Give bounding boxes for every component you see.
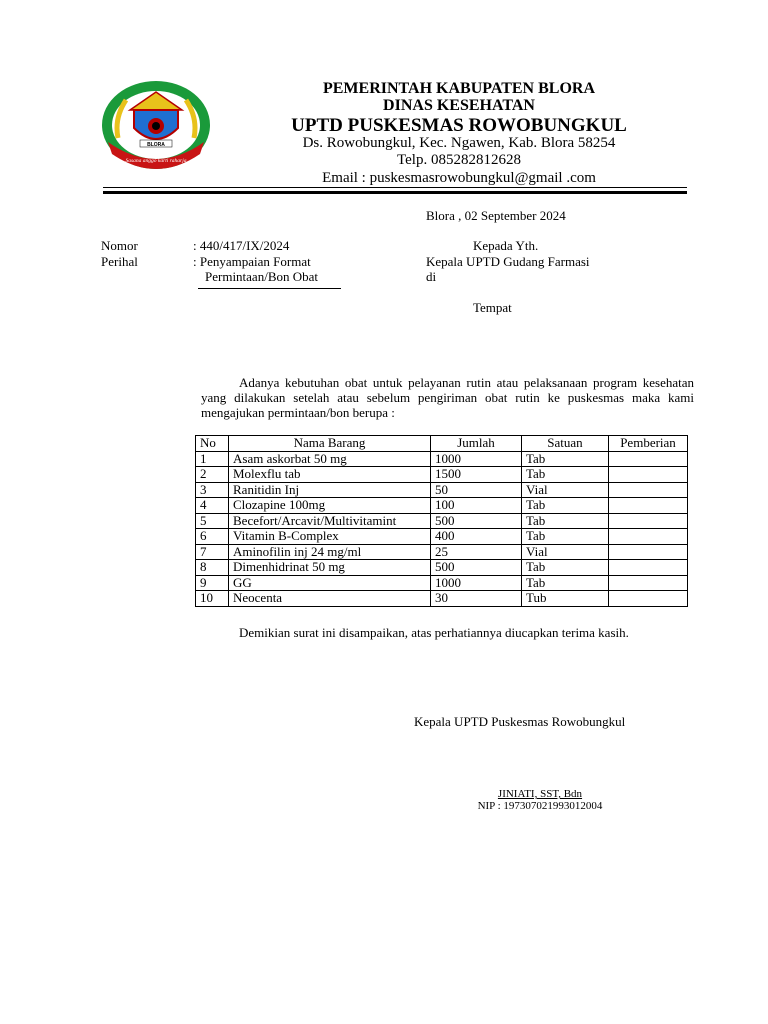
cell-nama: Dimenhidrinat 50 mg	[229, 560, 431, 576]
cell-jumlah: 1000	[431, 575, 522, 591]
cell-nama: Clozapine 100mg	[229, 498, 431, 514]
signature-nip: NIP : 197307021993012004	[477, 800, 603, 812]
cell-satuan: Tab	[522, 560, 609, 576]
table-row	[196, 560, 688, 576]
header-government: PEMERINTAH KABUPATEN BLORA	[322, 80, 595, 97]
col-nama-barang: Nama Barang	[229, 436, 431, 452]
cell-pemberian	[609, 575, 688, 591]
cell-nama: Molexflu tab	[229, 467, 431, 483]
col-jumlah: Jumlah	[431, 436, 522, 452]
perihal-value-line2: Permintaan/Bon Obat	[205, 269, 319, 284]
place-date: Blora , 02 September 2024	[426, 208, 566, 223]
cell-jumlah: 100	[431, 498, 522, 514]
col-pemberian: Pemberian	[609, 436, 688, 452]
cell-pemberian	[609, 451, 688, 467]
cell-jumlah: 25	[431, 544, 522, 560]
cell-satuan: Vial	[522, 544, 609, 560]
cell-no: 7	[196, 544, 229, 560]
header-divider-thin	[103, 187, 687, 188]
body-paragraph: Adanya kebutuhan obat untuk pelayanan rutin atau pelaksanaan program kesehatan yang dilakukan setelah atau sebelum pengiriman obat rutin ke puskesmas maka kami mengajukan permintaan/bon berupa :	[201, 375, 694, 420]
cell-no: 6	[196, 529, 229, 545]
table-row	[196, 513, 688, 529]
cell-pemberian	[609, 482, 688, 498]
header-institution: UPTD PUSKESMAS ROWOBUNGKUL	[291, 115, 627, 136]
cell-no: 9	[196, 575, 229, 591]
cell-satuan: Tab	[522, 575, 609, 591]
perihal-label: Perihal	[101, 254, 138, 269]
cell-no: 4	[196, 498, 229, 514]
nomor-value: : 440/417/IX/2024	[193, 238, 290, 253]
cell-pemberian	[609, 513, 688, 529]
cell-nama: Vitamin B-Complex	[229, 529, 431, 545]
cell-satuan: Tab	[522, 498, 609, 514]
header-email: Email : puskesmasrowobungkul@gmail .com	[322, 170, 596, 186]
cell-nama: Aminofilin inj 24 mg/ml	[229, 544, 431, 560]
header-department: DINAS KESEHATAN	[383, 97, 535, 114]
cell-jumlah: 50	[431, 482, 522, 498]
nomor-label: Nomor	[101, 238, 138, 253]
cell-satuan: Tab	[522, 513, 609, 529]
table-row	[196, 575, 688, 591]
cell-no: 1	[196, 451, 229, 467]
cell-jumlah: 400	[431, 529, 522, 545]
signature-name: JINIATI, SST, Bdn	[497, 788, 583, 800]
cell-pemberian	[609, 529, 688, 545]
table-row	[196, 451, 688, 467]
recipient-name: Kepala UPTD Gudang Farmasi	[426, 254, 590, 269]
closing-paragraph: Demikian surat ini disampaikan, atas perhatiannya diucapkan terima kasih.	[239, 625, 629, 640]
cell-jumlah: 500	[431, 560, 522, 576]
logo-motto-text: Sasana anggo karti raharja	[125, 158, 187, 164]
header-divider-thick	[103, 191, 687, 194]
table-row	[196, 482, 688, 498]
cell-jumlah: 30	[431, 591, 522, 607]
cell-nama: Becefort/Arcavit/Multivitamint	[229, 513, 431, 529]
recipient-greeting: Kepada Yth.	[473, 238, 539, 253]
cell-satuan: Vial	[522, 482, 609, 498]
logo	[100, 80, 212, 170]
signature-title: Kepala UPTD Puskesmas Rowobungkul	[414, 714, 626, 729]
header-address: Ds. Rowobungkul, Kec. Ngawen, Kab. Blora 58254	[302, 135, 616, 151]
cell-nama: Neocenta	[229, 591, 431, 607]
table-row	[196, 467, 688, 483]
perihal-underline	[198, 288, 341, 289]
cell-satuan: Tub	[522, 591, 609, 607]
table-row	[196, 591, 688, 607]
logo-text: BLORA	[147, 142, 165, 148]
cell-pemberian	[609, 467, 688, 483]
cell-no: 10	[196, 591, 229, 607]
cell-pemberian	[609, 560, 688, 576]
items-table	[195, 435, 688, 607]
cell-no: 8	[196, 560, 229, 576]
table-header-row	[196, 436, 688, 452]
col-satuan: Satuan	[522, 436, 609, 452]
cell-satuan: Tab	[522, 529, 609, 545]
cell-jumlah: 500	[431, 513, 522, 529]
cell-satuan: Tab	[522, 467, 609, 483]
cell-pemberian	[609, 544, 688, 560]
cell-pemberian	[609, 591, 688, 607]
perihal-value-line1: : Penyampaian Format	[193, 254, 311, 269]
cell-nama: Ranitidin Inj	[229, 482, 431, 498]
table-row	[196, 544, 688, 560]
cell-no: 2	[196, 467, 229, 483]
cell-no: 3	[196, 482, 229, 498]
cell-nama: GG	[229, 575, 431, 591]
header-phone: Telp. 085282812628	[397, 152, 521, 168]
cell-jumlah: 1500	[431, 467, 522, 483]
cell-no: 5	[196, 513, 229, 529]
cell-jumlah: 1000	[431, 451, 522, 467]
recipient-place: Tempat	[473, 300, 512, 315]
recipient-di: di	[426, 269, 437, 284]
col-no: No	[196, 436, 229, 452]
cell-pemberian	[609, 498, 688, 514]
signature-block	[400, 788, 680, 812]
table-row	[196, 529, 688, 545]
cell-nama: Asam askorbat 50 mg	[229, 451, 431, 467]
table-row	[196, 498, 688, 514]
cell-satuan: Tab	[522, 451, 609, 467]
